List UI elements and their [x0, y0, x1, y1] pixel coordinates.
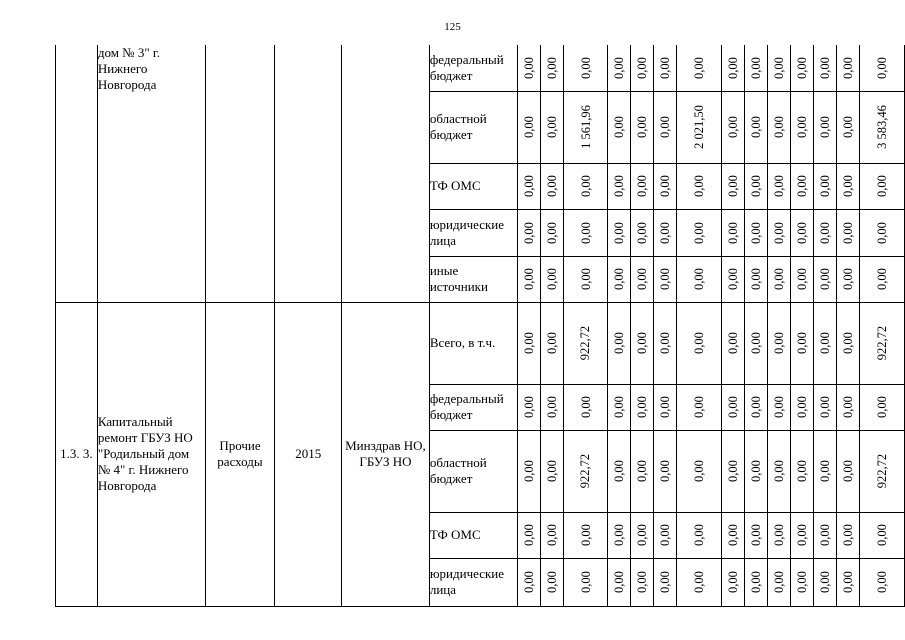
value-cell: 0,00 [768, 430, 791, 512]
value-cell: 0,00 [654, 512, 677, 558]
financing-table [55, 45, 905, 607]
value-cell: 0,00 [654, 256, 677, 302]
value-cell: 0,00 [654, 45, 677, 91]
value-cell: 0,00 [608, 45, 631, 91]
value-cell: 0,00 [631, 512, 654, 558]
expense-type-cell: Прочие расходы [205, 302, 275, 606]
value-cell: 0,00 [837, 384, 860, 430]
value-cell: 0,00 [517, 45, 540, 91]
value-cell: 0,00 [745, 91, 768, 163]
value-cell: 0,00 [517, 430, 540, 512]
table-row [56, 45, 905, 91]
value-cell: 0,00 [791, 558, 814, 606]
value-cell: 0,00 [608, 256, 631, 302]
source-cell: областной бюджет [429, 430, 517, 512]
source-cell: юридические лица [429, 558, 517, 606]
value-cell: 0,00 [677, 302, 722, 384]
value-cell: 0,00 [791, 45, 814, 91]
value-cell: 0,00 [654, 558, 677, 606]
value-cell: 0,00 [768, 512, 791, 558]
executor-cell: Минздрав НО, ГБУЗ НО [342, 302, 430, 606]
value-cell: 0,00 [745, 558, 768, 606]
value-cell: 0,00 [791, 430, 814, 512]
value-cell: 1 561,96 [563, 91, 608, 163]
value-cell: 0,00 [517, 91, 540, 163]
value-cell: 0,00 [814, 558, 837, 606]
value-cell: 0,00 [722, 45, 745, 91]
value-cell: 0,00 [563, 512, 608, 558]
value-cell: 0,00 [654, 209, 677, 256]
value-cell: 0,00 [768, 209, 791, 256]
value-cell: 0,00 [563, 384, 608, 430]
value-cell: 0,00 [814, 209, 837, 256]
value-cell: 0,00 [608, 384, 631, 430]
value-cell: 0,00 [540, 256, 563, 302]
item-number: 1.3. 3. [56, 302, 98, 606]
value-cell: 0,00 [540, 45, 563, 91]
value-cell: 0,00 [860, 45, 905, 91]
value-cell: 0,00 [791, 91, 814, 163]
value-cell: 0,00 [563, 209, 608, 256]
value-cell: 0,00 [814, 91, 837, 163]
value-cell: 922,72 [563, 302, 608, 384]
value-cell: 0,00 [860, 512, 905, 558]
value-cell: 0,00 [677, 430, 722, 512]
source-cell: федеральный бюджет [429, 45, 517, 91]
value-cell: 922,72 [860, 430, 905, 512]
value-cell: 0,00 [814, 512, 837, 558]
value-cell: 0,00 [860, 384, 905, 430]
page-number: 125 [444, 21, 461, 33]
value-cell: 0,00 [814, 430, 837, 512]
source-cell: ТФ ОМС [429, 163, 517, 209]
value-cell: 0,00 [860, 209, 905, 256]
value-cell: 0,00 [791, 256, 814, 302]
year-cell [275, 45, 342, 302]
value-cell: 0,00 [745, 45, 768, 91]
year-cell: 2015 [275, 302, 342, 606]
value-cell: 0,00 [768, 45, 791, 91]
value-cell: 0,00 [814, 45, 837, 91]
table-row [56, 302, 905, 384]
value-cell: 0,00 [768, 91, 791, 163]
value-cell: 0,00 [608, 558, 631, 606]
expense-type-cell [205, 45, 275, 302]
value-cell: 0,00 [837, 91, 860, 163]
value-cell: 0,00 [791, 302, 814, 384]
executor-cell [342, 45, 430, 302]
value-cell: 0,00 [860, 256, 905, 302]
value-cell: 0,00 [837, 512, 860, 558]
value-cell: 0,00 [517, 384, 540, 430]
value-cell: 0,00 [608, 163, 631, 209]
value-cell: 0,00 [814, 302, 837, 384]
value-cell: 0,00 [608, 209, 631, 256]
value-cell: 0,00 [631, 430, 654, 512]
value-cell: 0,00 [677, 512, 722, 558]
value-cell: 0,00 [540, 163, 563, 209]
value-cell: 922,72 [563, 430, 608, 512]
value-cell: 0,00 [814, 256, 837, 302]
value-cell: 0,00 [745, 256, 768, 302]
value-cell: 0,00 [631, 256, 654, 302]
value-cell: 0,00 [768, 384, 791, 430]
source-cell: областной бюджет [429, 91, 517, 163]
value-cell: 0,00 [745, 384, 768, 430]
value-cell: 0,00 [814, 163, 837, 209]
value-cell: 0,00 [563, 45, 608, 91]
value-cell: 0,00 [631, 91, 654, 163]
value-cell: 0,00 [722, 512, 745, 558]
value-cell: 0,00 [768, 302, 791, 384]
value-cell: 0,00 [837, 256, 860, 302]
number-cell [56, 45, 98, 302]
value-cell: 0,00 [608, 302, 631, 384]
value-cell: 0,00 [654, 430, 677, 512]
value-cell: 0,00 [677, 256, 722, 302]
value-cell: 0,00 [517, 512, 540, 558]
value-cell: 0,00 [540, 91, 563, 163]
value-cell: 0,00 [791, 163, 814, 209]
value-cell: 0,00 [837, 45, 860, 91]
value-cell: 0,00 [631, 45, 654, 91]
value-cell: 0,00 [791, 209, 814, 256]
value-cell: 0,00 [677, 209, 722, 256]
value-cell: 0,00 [517, 209, 540, 256]
value-cell: 0,00 [722, 163, 745, 209]
value-cell: 0,00 [837, 302, 860, 384]
value-cell: 0,00 [608, 430, 631, 512]
value-cell: 0,00 [837, 209, 860, 256]
value-cell: 0,00 [631, 163, 654, 209]
value-cell: 0,00 [517, 558, 540, 606]
value-cell: 0,00 [722, 558, 745, 606]
value-cell: 0,00 [631, 384, 654, 430]
value-cell: 0,00 [768, 256, 791, 302]
value-cell: 0,00 [677, 163, 722, 209]
value-cell: 0,00 [722, 430, 745, 512]
value-cell: 0,00 [745, 163, 768, 209]
value-cell: 0,00 [860, 163, 905, 209]
value-cell: 0,00 [677, 45, 722, 91]
value-cell: 0,00 [722, 384, 745, 430]
source-cell: Всего, в т.ч. [429, 302, 517, 384]
value-cell: 0,00 [722, 302, 745, 384]
value-cell: 0,00 [745, 302, 768, 384]
value-cell: 0,00 [768, 558, 791, 606]
value-cell: 0,00 [517, 302, 540, 384]
value-cell: 922,72 [860, 302, 905, 384]
value-cell: 0,00 [837, 558, 860, 606]
value-cell: 0,00 [540, 558, 563, 606]
value-cell: 0,00 [540, 302, 563, 384]
value-cell: 0,00 [860, 558, 905, 606]
value-cell: 0,00 [745, 512, 768, 558]
value-cell: 0,00 [631, 209, 654, 256]
source-cell: юридические лица [429, 209, 517, 256]
value-cell: 0,00 [791, 384, 814, 430]
value-cell: 0,00 [745, 209, 768, 256]
value-cell: 0,00 [654, 384, 677, 430]
value-cell: 0,00 [563, 163, 608, 209]
value-cell: 0,00 [631, 558, 654, 606]
value-cell: 0,00 [631, 302, 654, 384]
value-cell: 0,00 [608, 91, 631, 163]
measure-name-cell: Капитальный ремонт ГБУЗ НО "Родильный дом № 4" г. Нижнего Новгорода [97, 302, 205, 606]
value-cell: 2 021,50 [677, 91, 722, 163]
value-cell: 0,00 [654, 91, 677, 163]
measure-name-cell: дом № 3" г. Нижнего Новгорода [97, 45, 205, 302]
value-cell: 0,00 [563, 558, 608, 606]
value-cell: 0,00 [517, 256, 540, 302]
value-cell: 0,00 [517, 163, 540, 209]
value-cell: 0,00 [654, 163, 677, 209]
value-cell: 0,00 [608, 512, 631, 558]
value-cell: 0,00 [722, 256, 745, 302]
value-cell: 3 583,46 [860, 91, 905, 163]
source-cell: ТФ ОМС [429, 512, 517, 558]
value-cell: 0,00 [814, 384, 837, 430]
value-cell: 0,00 [745, 430, 768, 512]
value-cell: 0,00 [654, 302, 677, 384]
value-cell: 0,00 [540, 209, 563, 256]
value-cell: 0,00 [677, 384, 722, 430]
source-cell: иные источники [429, 256, 517, 302]
value-cell: 0,00 [540, 430, 563, 512]
value-cell: 0,00 [677, 558, 722, 606]
value-cell: 0,00 [837, 163, 860, 209]
value-cell: 0,00 [540, 384, 563, 430]
source-cell: федеральный бюджет [429, 384, 517, 430]
value-cell: 0,00 [722, 91, 745, 163]
value-cell: 0,00 [540, 512, 563, 558]
value-cell: 0,00 [837, 430, 860, 512]
value-cell: 0,00 [722, 209, 745, 256]
value-cell: 0,00 [768, 163, 791, 209]
value-cell: 0,00 [563, 256, 608, 302]
value-cell: 0,00 [791, 512, 814, 558]
